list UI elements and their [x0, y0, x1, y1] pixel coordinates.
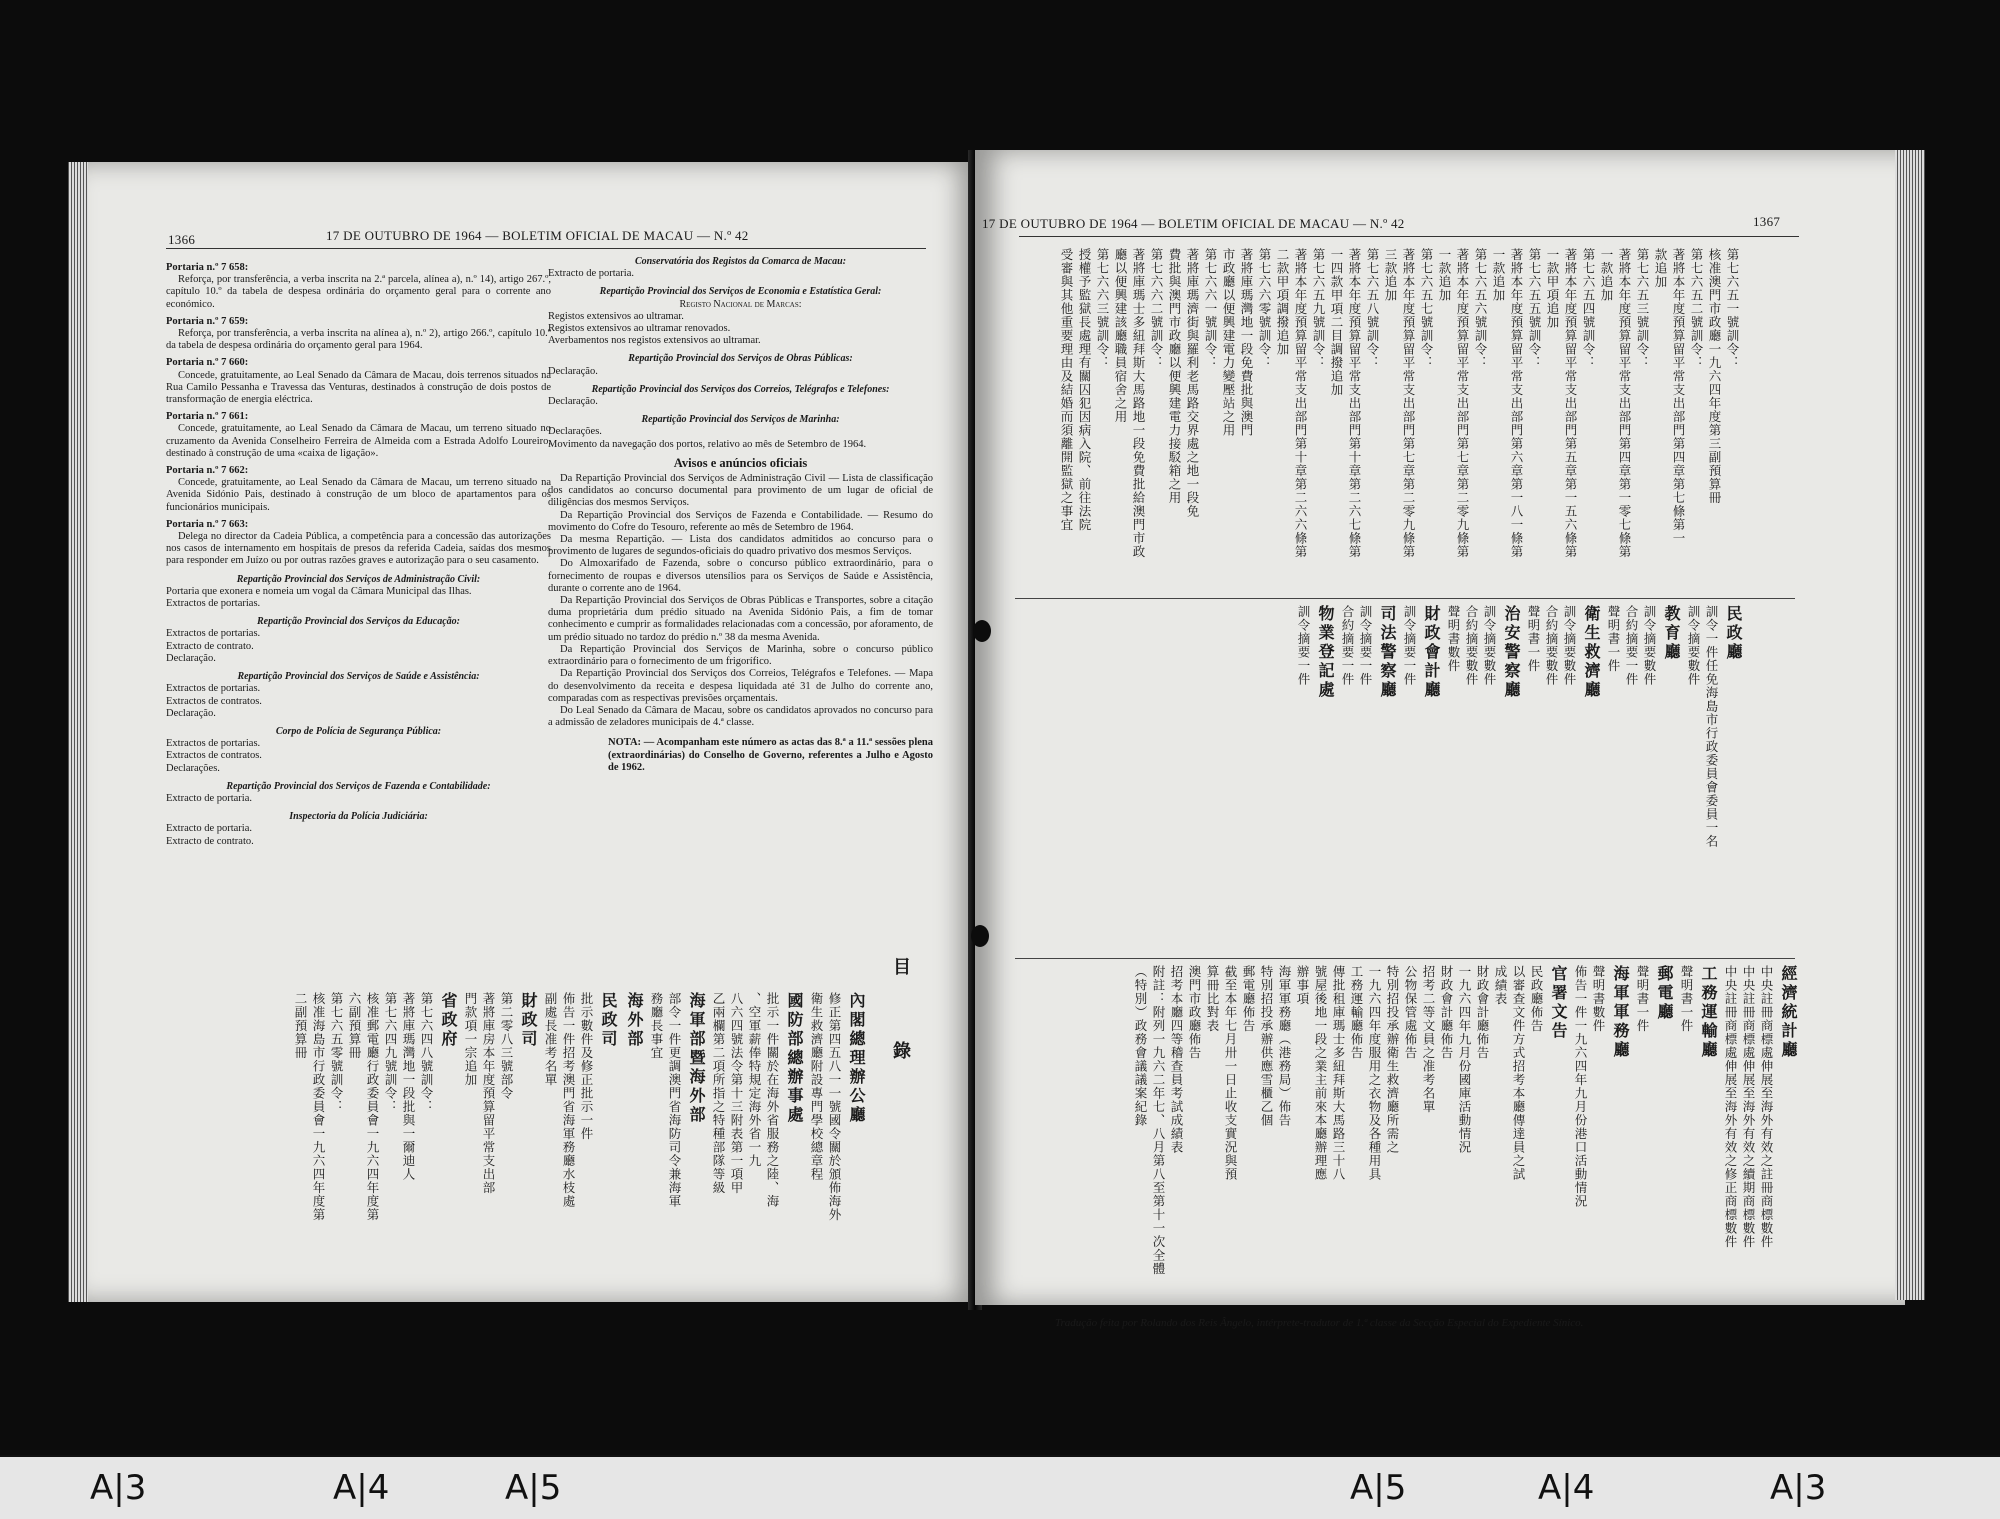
chinese-text-column: 第七六五八號訓令： — [1365, 248, 1380, 370]
chinese-text-column: 二副預算冊 — [293, 992, 308, 1060]
chinese-text-column: 佈告一件招考澳門省海軍務廳水枝處 — [561, 992, 576, 1208]
chinese-section-heading: 民政司 — [599, 992, 618, 1049]
portaria-title: Portaria n.º 7 659: — [166, 315, 249, 327]
chinese-text-column: 訓令摘要數件 — [1482, 605, 1497, 686]
chinese-text-column: 第七六四九號訓令： — [383, 992, 398, 1114]
portaria-summary: Concede, gratuitamente, ao Leal Senado da Câmara de Macau, um terreno situado no cruzamento da Avenida Conselheiro Ferreira de Almeida com a Estrada Adolfo Loureiro, destinado à construção de uma «caixa de ligação». — [166, 423, 551, 459]
chinese-text-column: 第七六五一號訓令： — [1725, 248, 1740, 370]
aviso-item: Da Repartição Provincial dos Serviços de Obras Públicas e Transportes, sobre a citação duma proprietária dum prédio situado na Avenida Sidónio Pais, a fim de tomar conhecimento e cumprir as formalidades relacionadas com a concessão, por aforamento, de um prédio situado no tardoz do prédio n.º 38 da mesma Avenida. — [548, 595, 933, 643]
chinese-text-column: 聲明書一件 — [1635, 965, 1650, 1033]
chinese-text-column: 著將庫瑪士多紐拜斯大馬路地一段免費批給澳門市政 — [1131, 248, 1146, 559]
chinese-section-heading: 工務運輸廳 — [1699, 965, 1718, 1060]
chinese-section-heading: 民政廳 — [1724, 605, 1743, 662]
chinese-text-column: 著將本年度預算留平常支出部門第七章第二零九條第 — [1401, 248, 1416, 559]
chinese-text-column: 著將本年度預算留平常支出部門第四章第一零七條第 — [1617, 248, 1632, 559]
chinese-text-column: 八六四號法令第十三附表第一項甲 — [729, 992, 744, 1195]
section-title: Repartição Provincial dos Serviços de Obras Públicas: — [628, 353, 853, 365]
chinese-text-column: 第七六五七號訓令： — [1419, 248, 1434, 370]
chinese-text-column: 合約摘要數件 — [1544, 605, 1559, 686]
portaria-summary: Delega no director da Cadeia Pública, a competência para a concessão das autorizações nos casos de internamento em hospitais de presos da referida Cadeia, saídas dos mesmos para responder em Juízo ou por outras razões graves e autorização para o seu casamento. — [166, 531, 551, 567]
chinese-text-column: 海軍軍務廳（港務局）佈告 — [1277, 965, 1292, 1127]
frame-mark-5: A|4 — [1538, 1468, 1595, 1508]
aviso-item: Da mesma Repartição. — Lista dos candidatos admitidos ao concurso para o provimento de lugares de segundos-oficiais do quadro privativo dos mesmos Serviços. — [548, 534, 933, 558]
chinese-text-column: 二款甲項調撥追加 — [1275, 248, 1290, 356]
chinese-text-column: 著將本年度預算留平常支出部門第六章第一八一條第 — [1509, 248, 1524, 559]
portaria-summary: Concede, gratuitamente, ao Leal Senado da Câmara de Macau, um terreno situado na Avenida Sidónio Pais, destinado à construção de um bloco de apartamentos para os funcionários municipais. — [166, 477, 551, 513]
chinese-text-column: 財政會計廳佈告 — [1475, 965, 1490, 1060]
section-title: Repartição Provincial dos Serviços de Saúde e Assistência: — [237, 671, 480, 683]
chinese-section-heading: 財政司 — [519, 992, 538, 1049]
chinese-text-column: 聲明書數件 — [1446, 605, 1461, 673]
left-page-number: 1366 — [168, 232, 196, 247]
frame-mark-4: A|5 — [1350, 1468, 1407, 1508]
chinese-text-column: 訓令摘要一件 — [1358, 605, 1373, 686]
chinese-text-column: 聲明書數件 — [1591, 965, 1606, 1033]
section-title: Repartição Provincial dos Serviços de Fazenda e Contabilidade: — [226, 780, 491, 792]
section-item: Extracto de contrato. — [166, 640, 254, 652]
chinese-text-column: 中央註冊商標處伸展至海外有效之修正商標數件 — [1723, 965, 1738, 1249]
chinese-text-column: 合約摘要一件 — [1340, 605, 1355, 686]
chinese-text-column: 三款追加 — [1383, 248, 1398, 302]
chinese-text-column: 第七六六一號訓令： — [1203, 248, 1218, 370]
chinese-text-column: 民政廳佈告 — [1529, 965, 1544, 1033]
chinese-text-column: 第七六五五號訓令： — [1527, 248, 1542, 370]
chinese-section-heading: 教育廳 — [1662, 605, 1681, 662]
chinese-text-column: 第七六五六號訓令： — [1473, 248, 1488, 370]
chinese-text-column: 著將本年度預算留平常支出部門第十章第二六七條第 — [1347, 248, 1362, 559]
right-divider-2 — [1015, 958, 1795, 959]
section-item: Extractos de portarias. — [166, 738, 261, 750]
chinese-text-column: 一九六四年九月份國庫活動情況 — [1457, 965, 1472, 1154]
chinese-text-column: 合約摘要一件 — [1624, 605, 1639, 686]
aviso-item: Do Almoxarifado de Fazenda, sobre o concurso público extraordinário, para o fornecimento de roupas e diversos utensílios para os Serviços de Saúde e Assistência, durante o corrente ano de 1964. — [548, 558, 933, 594]
left-page — [88, 162, 978, 1302]
right-page-number: 1367 — [1753, 214, 1781, 229]
chinese-text-column: 授權予監獄長處理有關囚犯因病入院、前往法院 — [1077, 248, 1092, 532]
chinese-text-column: 特別招投承辦衛生救濟廳所需之 — [1385, 965, 1400, 1154]
chinese-text-column: （特別）政務會議議案紀錄 — [1133, 965, 1148, 1127]
section-title: Repartição Provincial dos Serviços de Economia e Estatística Geral: — [599, 286, 882, 298]
chinese-section-heading: 司法警察廳 — [1378, 605, 1397, 700]
portaria-title: Portaria n.º 7 660: — [166, 357, 249, 369]
chinese-text-column: 、空軍薪俸特規定海外省一九 — [747, 992, 762, 1168]
chinese-section-heading: 海軍軍務廳 — [1611, 965, 1630, 1060]
chinese-text-column: 務廳長事宜 — [649, 992, 664, 1060]
chinese-text-column: 一款追加 — [1437, 248, 1452, 302]
chinese-text-column: 第七六五三號訓令： — [1635, 248, 1650, 370]
section-item: Declaração. — [166, 652, 216, 664]
chinese-section-heading: 郵電廳 — [1655, 965, 1674, 1022]
chinese-text-column: 工務運輸廳佈告 — [1349, 965, 1364, 1060]
section-subtitle: Registo Nacional de Marcas: — [679, 298, 802, 310]
right-header-title: 17 DE OUTUBRO DE 1964 — BOLETIM OFICIAL DE MACAU — N.º 42 — [982, 216, 1405, 231]
section-title: Repartição Provincial dos Serviços da Educação: — [256, 616, 461, 628]
section-item: Extractos de portarias. — [166, 683, 261, 695]
chinese-text-column: 門款項一宗追加 — [463, 992, 478, 1087]
chinese-text-column: 廳以便興建該廳職員宿舍之用 — [1113, 248, 1128, 424]
section-item: Declaração. — [166, 707, 216, 719]
chinese-section-heading: 海外部 — [625, 992, 644, 1049]
chinese-text-column: 核准海島市行政委員會一九六四年度第 — [311, 992, 326, 1222]
left-header-rule — [166, 248, 926, 249]
chinese-text-column: 著將庫瑪灣地一段免費批與澳門 — [1239, 248, 1254, 437]
chinese-text-column: 第七六四八號訓令： — [419, 992, 434, 1114]
chinese-text-column: 一款追加 — [1491, 248, 1506, 302]
section-item: Extracto de portaria. — [548, 268, 634, 280]
left-page-edges — [68, 162, 90, 1302]
frame-mark-1: A|3 — [90, 1468, 147, 1508]
chinese-text-column: 中央註冊商標處伸展至海外有效之續期商標數件 — [1741, 965, 1756, 1249]
chinese-text-column: 中央註冊商標處伸展至海外有效之註冊商標數件 — [1759, 965, 1774, 1249]
section-item: Registos extensivos ao ultramar renovados. — [548, 323, 731, 335]
chinese-text-column: 特別招投承辦供應雪櫃乙個 — [1259, 965, 1274, 1127]
section-item: Extracto de portaria. — [166, 792, 252, 804]
chinese-text-column: 傳批租庫瑪士多紐拜斯大馬路三十八 — [1331, 965, 1346, 1181]
chinese-text-column: 市政廳以便興建電力變壓站之用 — [1221, 248, 1236, 437]
chinese-text-column: 受審與其他重要理由及結婚而須離開監獄之事宜 — [1059, 248, 1074, 532]
section-item: Extractos de portarias. — [166, 598, 261, 610]
chinese-text-column: 第七六六二號訓令： — [1149, 248, 1164, 370]
chinese-section-heading: 省政府 — [439, 992, 458, 1049]
right-header-rule — [1019, 236, 1799, 237]
chinese-text-column: 副處長准考名單 — [543, 992, 558, 1087]
chinese-text-column: 著將本年度預算留平常支出部門第十章第二六六條第 — [1293, 248, 1308, 559]
chinese-text-column: 著將庫瑪灣地一段批與一爾迪人 — [401, 992, 416, 1181]
chinese-text-column: 算冊比對表 — [1205, 965, 1220, 1033]
chinese-text-column: 一款甲項追加 — [1545, 248, 1560, 329]
chinese-text-column: 著將本年度預算留平常支出部門第五章第一五六條第 — [1563, 248, 1578, 559]
chinese-text-column: 訓令摘要一件 — [1296, 605, 1311, 686]
chinese-text-column: 第七六五零號訓令： — [329, 992, 344, 1114]
chinese-text-column: 財政會計廳佈告 — [1439, 965, 1454, 1060]
chinese-text-column: 著將本年度預算留平常支出部門第四章第七條第一 — [1671, 248, 1686, 545]
portaria-summary: Reforça, por transferência, a verba inscrita na 2.ª parcela, alínea a), n.º 14), artigo 267.º, capítulo 10.º da tabela de despesa ordinária do orçamento geral para o corrente ano económico. — [166, 274, 551, 310]
chinese-text-column: 批示一件關於在海外省服務之陸、海 — [765, 992, 780, 1208]
chinese-text-column: 郵電廳佈告 — [1241, 965, 1256, 1033]
binding-hole-2 — [971, 925, 989, 947]
section-item: Extracto de portaria. — [166, 823, 252, 835]
chinese-text-column: 第七六六三號訓令： — [1095, 248, 1110, 370]
section-item: Averbamentos nos registos extensivos ao ultramar. — [548, 335, 761, 347]
section-item: Declaração. — [548, 396, 598, 408]
right-page-edges — [1895, 150, 1925, 1300]
section-item: Extracto de contrato. — [166, 835, 254, 847]
section-item: Declaração. — [548, 365, 598, 377]
film-strip-bottom — [0, 1455, 2000, 1519]
section-title: Corpo de Polícia de Segurança Pública: — [275, 725, 442, 737]
translation-note: Tradução feita por Rolando dos Reis Ângelo, intérprete-tradutor de 1.ª classe da Secção Especial do Expediente Sínico. — [1055, 1317, 1584, 1329]
aviso-item: Da Repartição Provincial dos Serviços de Marinha, sobre o concurso público extraordinário para o fornecimento de um frigorífico. — [548, 643, 933, 668]
chinese-text-column: 招考本廳四等稽查員考試成績表 — [1169, 965, 1184, 1154]
chinese-text-column: 著將庫房本年度預算留平常支出部 — [481, 992, 496, 1195]
chinese-text-column: 著將庫瑪濟街與羅利老馬路交界處之地一段免 — [1185, 248, 1200, 518]
section-item: Extractos de contratos. — [166, 750, 262, 762]
chinese-text-column: 成績表 — [1493, 965, 1508, 1006]
section-item: Extractos de contratos. — [166, 695, 262, 707]
chinese-text-column: 部令一件更調澳門省海防司令兼海軍 — [667, 992, 682, 1208]
frame-mark-3: A|5 — [505, 1468, 562, 1508]
aviso-item: Da Repartição Provincial dos Serviços dos Correios, Telégrafos e Telefones. — Mapa do desenvolvimento da receita e despesa liquidada até 31 de Julho do corrente ano, comparadas com as respectivas previsões orçamentais. — [548, 668, 933, 704]
section-title: Inspectoria da Polícia Judiciária: — [289, 811, 428, 823]
chinese-section-heading: 物業登記處 — [1316, 605, 1335, 700]
chinese-text-column: 核准澳門市政廳一九六四年度第三副預算冊 — [1707, 248, 1722, 505]
right-page — [975, 150, 1905, 1329]
chinese-text-column: 第七六五四號訓令： — [1581, 248, 1596, 370]
chinese-text-column: 辦事項 — [1295, 965, 1310, 1006]
section-title: Repartição Provincial dos Serviços de Administração Civil: — [236, 573, 481, 585]
chinese-text-column: 招考二等文員之准考名單 — [1421, 965, 1436, 1114]
nota-text: NOTA: — Acompanham este número as actas das 8.ª a 11.ª sessões plena (extraordinárias) do Conselho de Governo, referentes a Julho e Agosto de 1962. — [608, 737, 933, 773]
portaria-title: Portaria n.º 7 662: — [166, 465, 249, 477]
chinese-section-heading: 國防部總辦事處 — [785, 992, 804, 1125]
chinese-section-heading: 經濟統計廳 — [1779, 965, 1798, 1060]
frame-mark-6: A|3 — [1770, 1468, 1827, 1508]
chinese-text-column: 截至本年七月卅一日止收支實況與預 — [1223, 965, 1238, 1181]
chinese-text-column: 修正第四五八一一號國令關於頒佈海外 — [827, 992, 842, 1222]
chinese-text-column: 聲明書一件 — [1606, 605, 1621, 673]
chinese-text-column: 訓令摘要數件 — [1562, 605, 1577, 686]
portaria-title: Portaria n.º 7 661: — [166, 411, 249, 423]
chinese-text-column: 附註：附列一九六二年七、八月第八至第十一次全體 — [1151, 965, 1166, 1276]
right-chinese-bottom-block — [1030, 965, 1800, 1275]
chinese-text-column: 乙兩欄第二項所指之特種部隊等級 — [711, 992, 726, 1195]
left-header-title: 17 DE OUTUBRO DE 1964 — BOLETIM OFICIAL DE MACAU — N.º 42 — [326, 228, 749, 243]
chinese-section-heading: 治安警察廳 — [1502, 605, 1521, 700]
chinese-text-column: 聲明書一件 — [1679, 965, 1694, 1033]
chinese-text-column: 訓令摘要一件 — [1402, 605, 1417, 686]
chinese-text-column: 一四款甲項二目調撥追加 — [1329, 248, 1344, 397]
chinese-section-heading: 衛生救濟廳 — [1582, 605, 1601, 700]
chinese-text-column: 訓令摘要數件 — [1642, 605, 1657, 686]
chinese-text-column: 訓令一件任免海島市行政委員會委員一名 — [1704, 605, 1719, 848]
section-item: Declarações. — [166, 762, 220, 774]
chinese-contents-title: 目 錄 — [890, 957, 911, 1090]
left-column-2 — [548, 250, 933, 774]
chinese-text-column: 第二零八三號部令 — [499, 992, 514, 1100]
chinese-text-column: 澳門市政廳佈告 — [1187, 965, 1202, 1060]
aviso-item: Da Repartição Provincial dos Serviços de Administração Civil — Lista de classificação dos candidatos ao concurso documental para provimento de um lugar de oficial de diligências dos mesmos Serviços. — [548, 473, 933, 509]
binding-hole-1 — [973, 620, 991, 642]
aviso-item: Do Leal Senado da Câmara de Macau, sobre os candidatos aprovados no concurso para a admissão de zeladores municipais de 4.ª classe. — [548, 704, 933, 729]
chinese-text-column: 公物保管處佈告 — [1403, 965, 1418, 1060]
section-title: Conservatória dos Registos da Comarca de Macau: — [634, 256, 847, 267]
chinese-text-column: 第七六六零號訓令： — [1257, 248, 1272, 370]
portaria-summary: Concede, gratuitamente, ao Leal Senado da Câmara de Macau, dois terrenos situados na Rua Camilo Pessanha e Travessa das Venturas, destinados à construção de dois postos de transformação de energia eléctrica. — [166, 369, 551, 406]
section-title: Repartição Provincial dos Serviços de Marinha: — [641, 414, 840, 426]
avisos-heading: Avisos e anúncios oficiais — [673, 455, 808, 470]
chinese-text-column: 款追加 — [1653, 248, 1668, 289]
section-item: Portaria que exonera e nomeia um vogal da Câmara Municipal das Ilhas. — [166, 585, 472, 597]
chinese-text-column: 核准郵電廳行政委員會一九六四年度第 — [365, 992, 380, 1222]
aviso-item: Da Repartição Provincial dos Serviços de Fazenda e Contabilidade. — Resumo do movimento do Cofre do Tesouro, referente ao mês de Setembro de 1964. — [548, 509, 933, 533]
chinese-section-heading: 財政會計廳 — [1422, 605, 1441, 700]
chinese-text-column: 批示數件及修正批示一件 — [579, 992, 594, 1141]
section-item: Declarações. — [548, 426, 602, 438]
portaria-title: Portaria n.º 7 663: — [166, 518, 249, 530]
chinese-section-heading: 內閣總理辦公廳 — [847, 992, 866, 1125]
chinese-text-column: 佈告一件一九六四年九月份港口活動情況 — [1573, 965, 1588, 1208]
chinese-text-column: 第七六五二號訓令： — [1689, 248, 1704, 370]
right-chinese-middle-block — [1035, 605, 1745, 895]
chinese-text-column: 六副預算冊 — [347, 992, 362, 1060]
chinese-text-column: 費批與澳門市政廳以便興建電力接駁箱之用 — [1167, 248, 1182, 505]
section-item: Registos extensivos ao ultramar. — [548, 310, 684, 322]
chinese-text-column: 著將本年度預算留平常支出部門第七章第二零九條第 — [1455, 248, 1470, 559]
frame-mark-2: A|4 — [333, 1468, 390, 1508]
chinese-text-column: 一九六四年度服用之衣物及各種用具 — [1367, 965, 1382, 1181]
chinese-text-column: 衛生救濟廳附設專門學校總章程 — [809, 992, 824, 1181]
portaria-summary: Reforça, por transferência, a verba inscrita na alínea a), n.º 2), artigo 266.º, capítulo 10.º da tabela de despesa ordinária do orçamento geral para 1964. — [166, 328, 551, 352]
chinese-section-heading: 海軍部暨海外部 — [687, 992, 706, 1125]
left-column-1 — [166, 257, 551, 848]
chinese-text-column: 訓令摘要數件 — [1686, 605, 1701, 686]
chinese-section-heading: 官署文告 — [1549, 965, 1568, 1041]
portaria-title: Portaria n.º 7 658: — [166, 262, 249, 273]
section-title: Repartição Provincial dos Serviços dos Correios, Telégrafos e Telefones: — [591, 383, 890, 395]
chinese-text-column: 合約摘要數件 — [1464, 605, 1479, 686]
right-chinese-top-block — [1015, 248, 1740, 559]
left-chinese-contents — [168, 992, 868, 1292]
section-item: Movimento da navegação dos portos, relativo ao mês de Setembro de 1964. — [548, 438, 867, 450]
chinese-text-column: 第七六五九號訓令： — [1311, 248, 1326, 370]
section-item: Extractos de portarias. — [166, 628, 261, 640]
chinese-text-column: 號屋後地一段之業主前來本廳辦理應 — [1313, 965, 1328, 1181]
chinese-text-column: 聲明書一件 — [1526, 605, 1541, 673]
chinese-text-column: 一款追加 — [1599, 248, 1614, 302]
chinese-text-column: 以審查文件方式招考本廳傳達員之試 — [1511, 965, 1526, 1181]
right-divider-1 — [1015, 598, 1795, 599]
